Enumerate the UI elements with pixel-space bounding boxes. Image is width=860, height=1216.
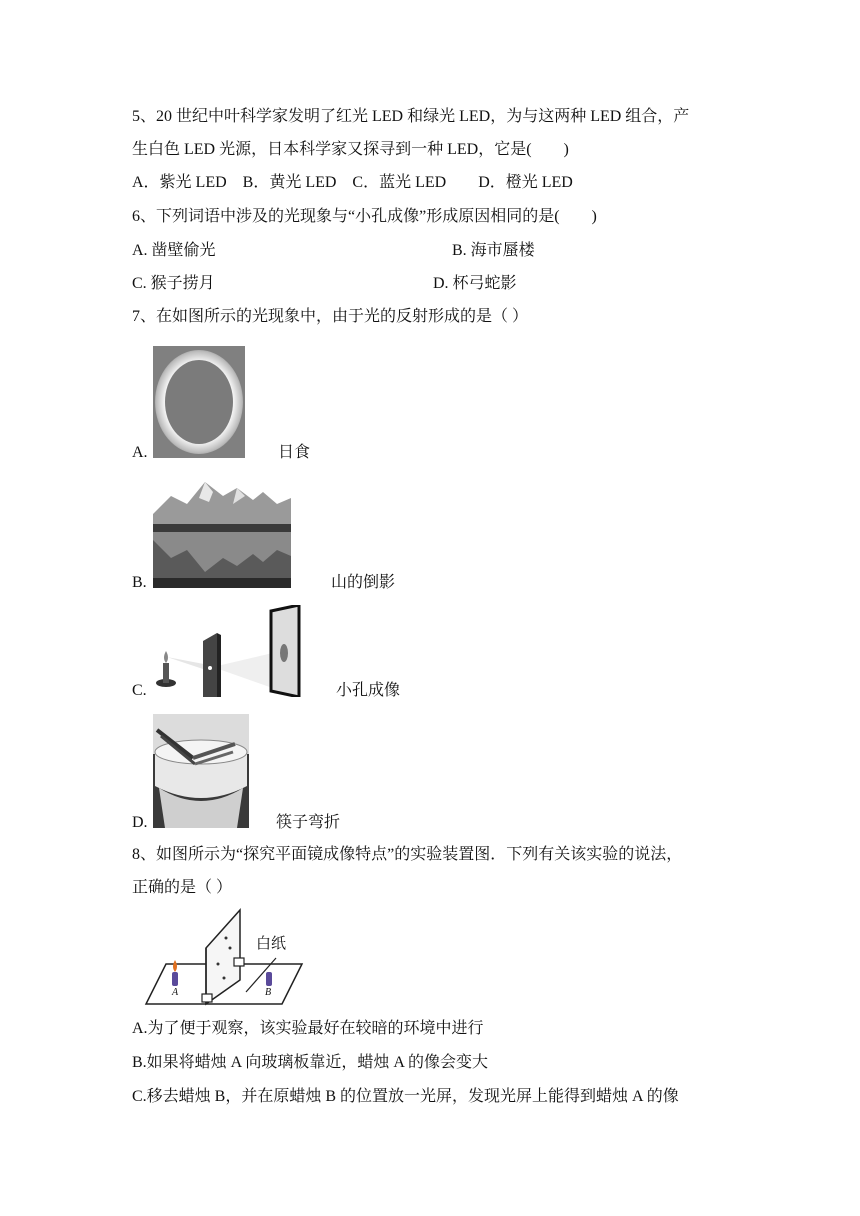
- figure-label-candle-b: B: [265, 987, 272, 998]
- q7-option-c-text: 小孔成像: [336, 682, 401, 699]
- q5-line2: 生白色 LED 光源，日本科学家又探寻到一种 LED，它是( ): [132, 141, 569, 158]
- plane-mirror-experiment-figure: [144, 908, 304, 1006]
- solar-eclipse-image: [153, 346, 245, 458]
- plane-mirror-setup-drawing: [144, 908, 304, 1006]
- mountain-reflection-image: [153, 474, 291, 588]
- pinhole-imaging-image: [153, 605, 303, 697]
- q7-option-d-letter: D.: [132, 814, 148, 831]
- q6-option-b: B. 海市蜃楼: [452, 242, 535, 259]
- q7-option-b-text: 山的倒影: [331, 574, 396, 591]
- q7-option-a-letter: A.: [132, 444, 148, 461]
- q7-option-b-letter: B.: [132, 574, 147, 591]
- q7-option-a-text: 日食: [278, 444, 311, 461]
- q6-option-a: A. 凿壁偷光: [132, 242, 216, 259]
- q8-line1: 8、如图所示为“探究平面镜成像特点”的实验装置图．下列有关该实验的说法，: [132, 846, 683, 863]
- q7-option-c-letter: C.: [132, 682, 147, 699]
- q8-line2: 正确的是（ ）: [132, 879, 233, 896]
- figure-label-white-paper: 白纸: [256, 935, 287, 952]
- q8-option-b: B.如果将蜡烛 A 向玻璃板靠近，蜡烛 A 的像会变大: [132, 1054, 489, 1071]
- q8-option-a: A.为了便于观察，该实验最好在较暗的环境中进行: [132, 1020, 484, 1037]
- q5-line1: 5、20 世纪中叶科学家发明了红光 LED 和绿光 LED，为与这两种 LED 组合，产: [132, 108, 690, 125]
- q5-options: A．紫光 LED B．黄光 LED C．蓝光 LED D．橙光 LED: [132, 174, 573, 191]
- q6-option-c: C. 猴子捞月: [132, 275, 215, 292]
- figure-label-candle-a: A: [172, 987, 179, 998]
- q6-stem: 6、下列词语中涉及的光现象与“小孔成像”形成原因相同的是( ): [132, 208, 597, 225]
- q7-option-d-text: 筷子弯折: [276, 814, 341, 831]
- q8-option-c: C.移去蜡烛 B，并在原蜡烛 B 的位置放一光屏，发现光屏上能得到蜡烛 A 的像: [132, 1088, 679, 1105]
- bent-chopsticks-image: [153, 714, 249, 828]
- q6-option-d: D. 杯弓蛇影: [433, 275, 517, 292]
- q7-stem: 7、在如图所示的光现象中，由于光的反射形成的是（ ）: [132, 308, 529, 325]
